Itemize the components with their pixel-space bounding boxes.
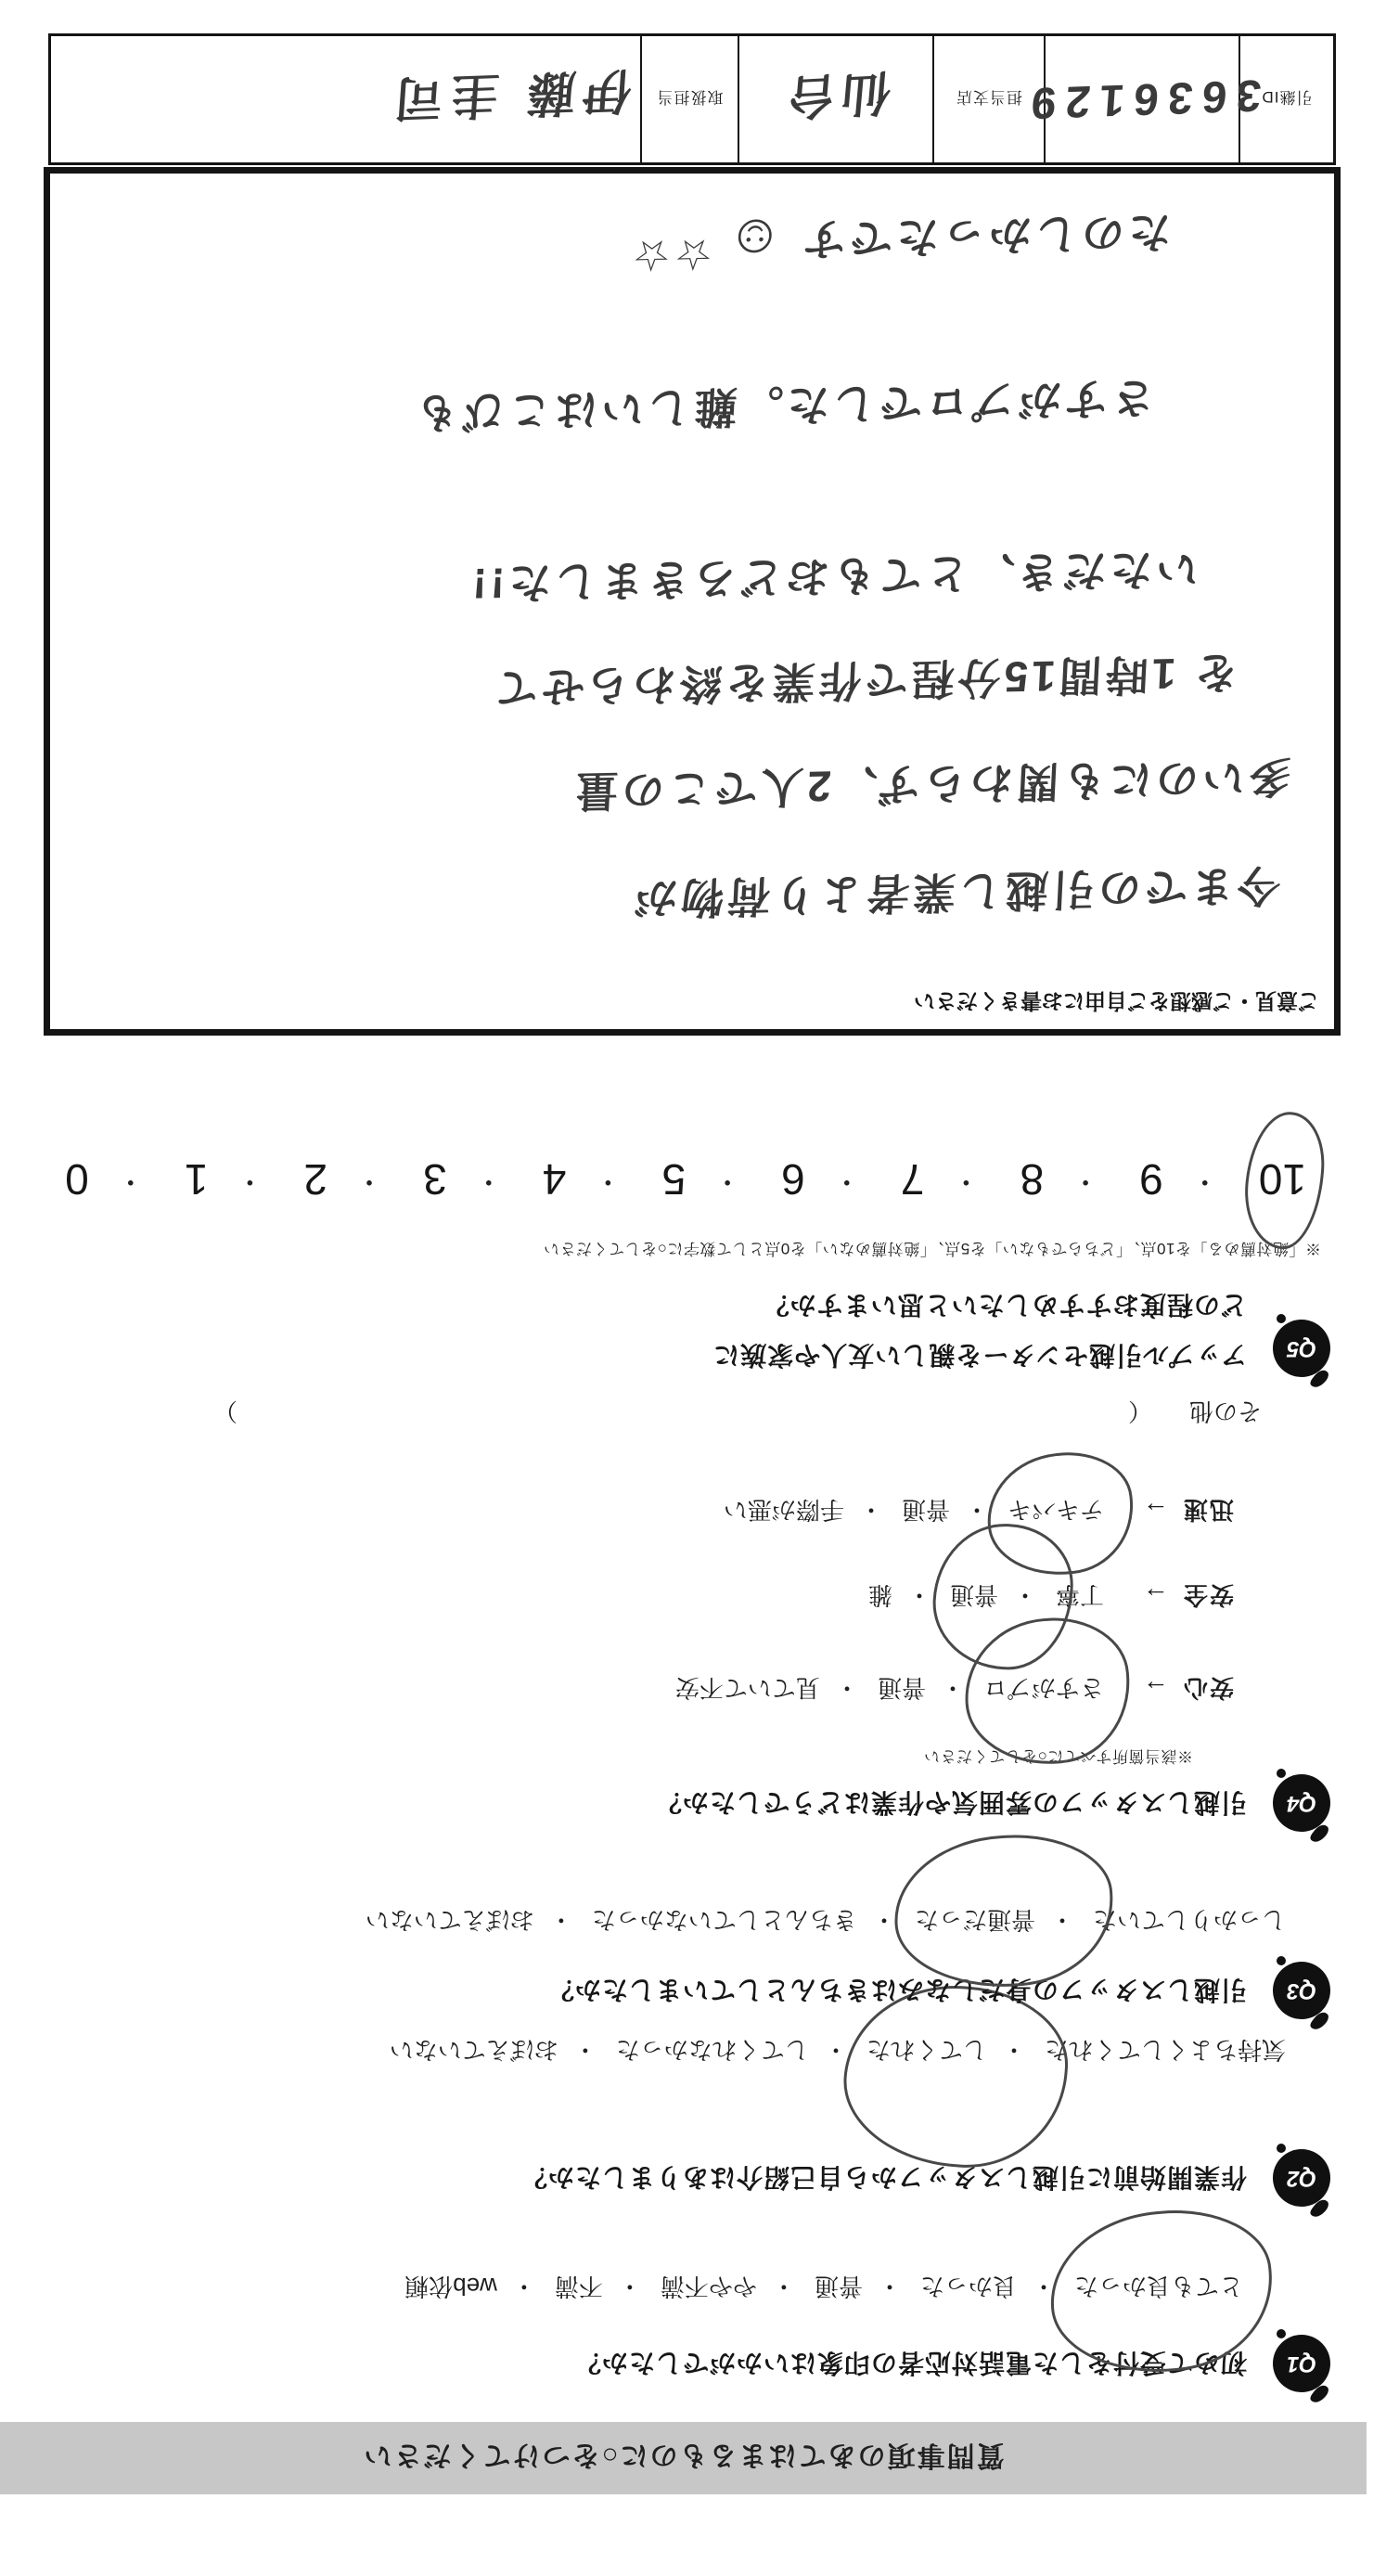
staff-label: 取扱担当 [642,36,739,162]
q4-row-jinsoku [722,1492,1234,1530]
smiley-face-doodle: ☺ [721,207,785,272]
paren-close: ） [212,1397,237,1425]
q2-option: ・ おぼえていない [388,2032,614,2070]
arrow-icon: → [1142,1497,1169,1526]
q2-option-selected: ・ してくれた [865,2032,1043,2070]
q2-question: 作業開始前に引越しスタッフから自己紹介はありましたか？ [520,2163,1247,2192]
q1-option: ・ 不満 [553,2269,659,2307]
arrow-icon: → [1142,1582,1169,1612]
q4-badge: Q4 [1273,1774,1330,1832]
scale-10-selected: 10 [1259,1154,1306,1204]
branch-label: 担当支店 [934,36,1046,162]
q3-options [364,1902,1288,1940]
q4-option: ・ 見ていて不安 [674,1670,876,1708]
comments-box [44,167,1341,1036]
q3-option: ・ きちんとしていなかった [590,1902,913,1940]
paren-open: （ [1127,1397,1152,1425]
handwritten-line: 今までの引越し業者より荷物が [629,860,1282,923]
q1-option-selected: とても良かった [1072,2269,1245,2307]
handwritten-line: 多いのにも関わらず、2人でこの量 [571,752,1293,817]
scale-number: ・ 8 [1020,1154,1099,1204]
q1-question: 初めて受付をした電話対応者の印象はいかがでしたか？ [573,2349,1247,2377]
handwritten-line: さすがプロでした。難しいはこびも [410,373,1156,438]
q5-badge: Q5 [1273,1320,1330,1377]
q4-row-anzen [866,1578,1234,1616]
scale-number: ・ 0 [65,1154,145,1204]
star-doodles: ☆☆ [627,230,714,281]
handwritten-line: を 1時間15分程で作業を終わらせて [490,648,1239,713]
q4-other-label: その他 [1188,1397,1262,1425]
comments-title: ご意見・ご感想をご自由にお書きください [914,989,1319,1013]
q1-option: ・ やや不満 [659,2269,813,2307]
q3-option: しっかりしていた [1092,1906,1286,1934]
q2-options [388,2032,1288,2070]
q4-option: ・ 普通 [900,1492,1006,1530]
handwritten-line-last: たのしかったです☺☆☆ [627,207,1173,281]
scale-number: ・ 5 [661,1154,741,1204]
q1-option: ・ web依頼 [403,2269,553,2307]
q4-option: ・ 手際が悪い [722,1492,900,1530]
q4-option: ・ 普通 [876,1670,982,1708]
q4-note: ※該当箇所すべてに○をしてください [923,1747,1193,1765]
q1-options [403,2269,1245,2307]
q5-rating-scale [65,1154,1306,1204]
q4-option-selected: テキパキ [1006,1492,1106,1530]
handwritten-line: いただき、とてもおどろきました!! [468,544,1200,609]
q2-option: ・ してくれなかった [614,2032,865,2070]
q5-question-line1: アップル引越センターを親しい友人や家族に [712,1341,1247,1370]
q4-row-anshin [674,1670,1234,1708]
q2-badge: Q2 [1273,2149,1330,2207]
scale-number: ・ 1 [185,1154,264,1204]
branch-value-handwritten: 仙台 [779,64,893,124]
q3-option: ・ おぼえていない [364,1902,590,1940]
q4-option-selected: ・ 普通 [948,1578,1054,1616]
q1-option: ・ 普通 [813,2269,918,2307]
q4-row-label: 迅速 [1181,1496,1234,1524]
handover-id-value: 3636129 [1020,71,1264,128]
scale-number: ・ 4 [543,1154,622,1204]
scale-number: ・ 3 [423,1154,503,1204]
q2-option: 気持ちよくしてくれた [1044,2036,1286,2064]
q4-option-selected: さすがプロ [982,1670,1106,1708]
q4-option: 丁寧 [1055,1581,1104,1609]
q3-option-selected: ・ 普通だった [913,1902,1091,1940]
q4-row-label: 安全 [1181,1581,1234,1609]
q4-question: 引越しスタッフの雰囲気や作業はどうでしたか？ [654,1788,1247,1817]
q4-option: ・ 雑 [866,1578,948,1616]
q4-row-label: 安心 [1181,1674,1234,1702]
scale-number: ・ 7 [901,1154,981,1204]
q3-badge: Q3 [1273,1962,1330,2019]
scale-number: ・ 6 [781,1154,861,1204]
scale-number: ・ 9 [1139,1154,1219,1204]
q4-other-row [213,1396,1262,1430]
scale-number: ・ 2 [303,1154,383,1204]
q5-question-line2: どの程度おすすめしたいと思いますか？ [762,1291,1247,1320]
header-instruction-bar: 質問事項のあてはまるものに○をつけてください [0,2422,1367,2494]
q1-badge: Q1 [1273,2335,1330,2392]
handover-info-table [48,33,1336,165]
q3-question: 引越しスタッフの身だしなみはきちんとしていましたか？ [546,1976,1247,2004]
q5-note: ※「絶対薦める」を10点、「どちらでもない」を5点、「絶対薦めない」を0点として数字に○をしてください [543,1240,1321,1257]
staff-signature-handwritten: 伊藤 圭司 [385,62,634,126]
handover-id-label: 引継ID [1261,88,1313,107]
arrow-icon: → [1142,1675,1169,1705]
q1-option: ・ 良かった [918,2269,1072,2307]
